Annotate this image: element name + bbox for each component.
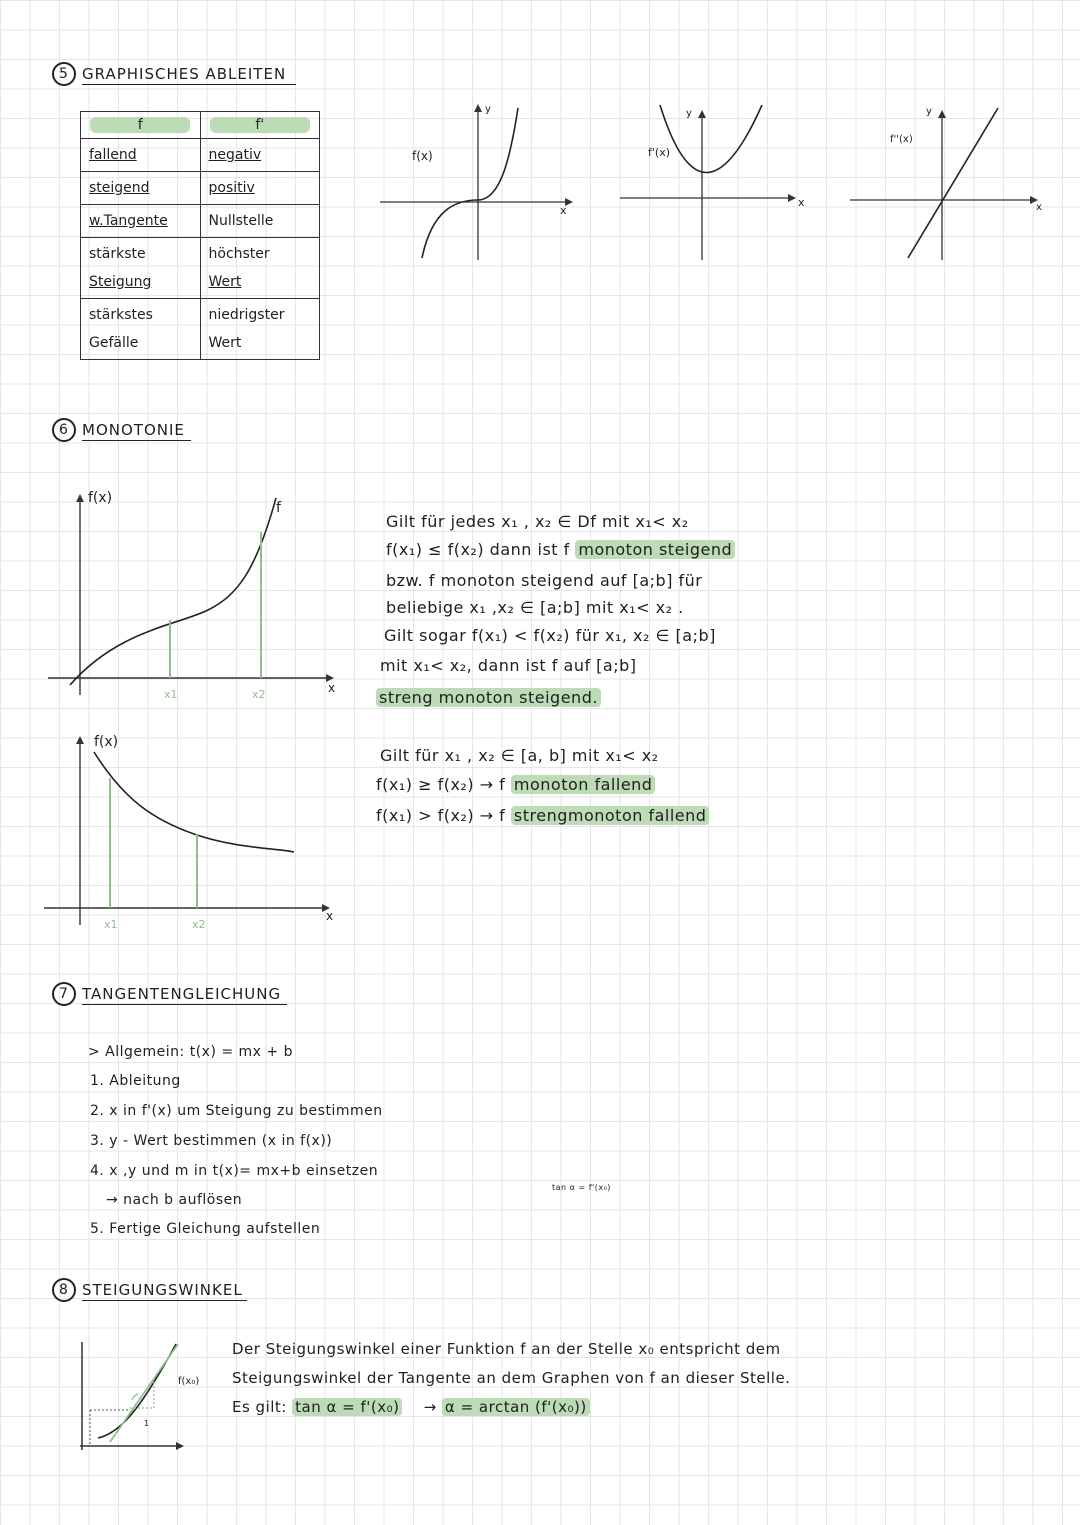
highlight: streng monoton steigend. bbox=[376, 688, 601, 707]
section-number: 5 bbox=[52, 62, 76, 86]
monotonie-text-line: mit x₁< x₂, dann ist f auf [a;b] bbox=[380, 656, 637, 675]
step-line: 1. Ableitung bbox=[90, 1073, 181, 1089]
table-row bbox=[81, 238, 320, 299]
highlight: monoton fallend bbox=[511, 775, 656, 794]
cubic-curve bbox=[422, 108, 518, 258]
x2-label: x2 bbox=[252, 688, 266, 701]
step-line: > Allgemein: t(x) = mx + b bbox=[88, 1044, 293, 1060]
x-axis-label: x bbox=[328, 681, 336, 695]
y-label: y bbox=[926, 106, 932, 117]
monotonie-text-line: beliebige x₁ ,x₂ ∈ [a;b] mit x₁< x₂ . bbox=[386, 598, 684, 617]
table-cell: niedrigster Wert bbox=[200, 299, 320, 360]
y-axis-arrow bbox=[474, 104, 482, 112]
x1-label: x1 bbox=[164, 688, 178, 701]
section-6-heading bbox=[52, 418, 191, 442]
steigungswinkel-text-line: Der Steigungswinkel einer Funktion f an der Stelle x₀ entspricht dem bbox=[232, 1340, 781, 1358]
tiny-note: tan α = f'(x₀) bbox=[552, 1183, 611, 1192]
monotonie-text-line: bzw. f monoton steigend auf [a;b] für bbox=[386, 571, 703, 590]
section-number: 6 bbox=[52, 418, 76, 442]
table-cell: fallend bbox=[81, 139, 201, 172]
table-cell: stärkste Steigung bbox=[81, 238, 201, 299]
table-cell: stärkstes Gefälle bbox=[81, 299, 201, 360]
y-axis-arrow bbox=[938, 110, 946, 118]
x-label: x bbox=[560, 204, 567, 217]
graph-label: f''(x) bbox=[890, 134, 913, 145]
graph-f-prime-parabola bbox=[620, 100, 810, 270]
highlight: strengmonoton fallend bbox=[511, 806, 710, 825]
highlight: monoton steigend bbox=[575, 540, 735, 559]
section-title: TANGENTENGLEICHUNG bbox=[82, 985, 287, 1005]
y-axis-label: f(x) bbox=[94, 734, 119, 750]
header-f: f bbox=[81, 112, 201, 139]
x-axis-arrow bbox=[788, 194, 796, 202]
y-axis-label: f(x) bbox=[88, 490, 113, 506]
y-axis-arrow bbox=[76, 736, 84, 744]
monotonie-text-line: Gilt für x₁ , x₂ ∈ [a, b] mit x₁< x₂ bbox=[380, 746, 659, 765]
steigungswinkel-text-line: Steigungswinkel der Tangente an dem Graphen von f an dieser Stelle. bbox=[232, 1369, 791, 1387]
table-cell: steigend bbox=[81, 172, 201, 205]
step-line: 3. y - Wert bestimmen (x in f(x)) bbox=[90, 1133, 333, 1149]
unit-label: 1 bbox=[144, 1419, 150, 1428]
x-axis-label: x bbox=[326, 909, 334, 923]
table-cell: w.Tangente bbox=[81, 205, 201, 238]
section-title: GRAPHISCHES ABLEITEN bbox=[82, 65, 296, 85]
x-label: x bbox=[1036, 202, 1042, 213]
table-row bbox=[81, 299, 320, 360]
x2-label: x2 bbox=[192, 918, 206, 931]
table-row bbox=[81, 205, 320, 238]
monotonie-text-line bbox=[376, 688, 601, 707]
increasing-curve bbox=[70, 498, 276, 685]
angle-arc bbox=[132, 1394, 138, 1400]
table-row bbox=[81, 139, 320, 172]
step-line: → nach b auflösen bbox=[106, 1192, 243, 1208]
header-fprime: f' bbox=[200, 112, 320, 139]
section-number: 8 bbox=[52, 1278, 76, 1302]
table-header-row bbox=[81, 112, 320, 139]
steigungswinkel-text-line: Es gilt: tan α = f'(x₀) → α = arctan (f'(x₀)) bbox=[232, 1398, 590, 1416]
graph-label: f'(x) bbox=[648, 146, 670, 159]
monotone-increasing-graph bbox=[48, 480, 348, 710]
linear-curve bbox=[908, 108, 998, 258]
section-title: MONOTONIE bbox=[82, 421, 191, 441]
monotonie-text-line: Gilt sogar f(x₁) < f(x₂) für x₁, x₂ ∈ [a;b] bbox=[384, 626, 716, 645]
table-cell: Nullstelle bbox=[200, 205, 320, 238]
slope-angle-graph bbox=[70, 1338, 240, 1468]
parabola-curve bbox=[660, 105, 762, 173]
function-curve bbox=[98, 1344, 176, 1438]
monotonie-text-line: Gilt für jedes x₁ , x₂ ∈ Df mit x₁< x₂ bbox=[386, 512, 689, 531]
section-7-heading bbox=[52, 982, 287, 1006]
x-axis-arrow bbox=[176, 1442, 184, 1450]
step-line: 5. Fertige Gleichung aufstellen bbox=[90, 1221, 321, 1237]
monotonie-text-line: f(x₁) ≤ f(x₂) dann ist f monoton steigend bbox=[386, 540, 735, 559]
graph-label: f(x) bbox=[412, 149, 433, 163]
graph-f-cubic bbox=[380, 100, 590, 270]
step-line: 2. x in f'(x) um Steigung zu bestimmen bbox=[90, 1103, 383, 1119]
x1-label: x1 bbox=[104, 918, 118, 931]
curve-label: f bbox=[276, 500, 281, 516]
section-title: STEIGUNGSWINKEL bbox=[82, 1281, 247, 1301]
step-line: 4. x ,y und m in t(x)= mx+b einsetzen bbox=[90, 1163, 379, 1179]
section-number: 7 bbox=[52, 982, 76, 1006]
derivative-table bbox=[80, 111, 320, 360]
table-row bbox=[81, 172, 320, 205]
highlight: tan α = f'(x₀) bbox=[292, 1398, 402, 1416]
monotonie-text-line: f(x₁) ≥ f(x₂) → f monoton fallend bbox=[376, 775, 655, 794]
y-axis-arrow bbox=[698, 110, 706, 118]
monotonie-text-line: f(x₁) > f(x₂) → f strengmonoton fallend bbox=[376, 806, 709, 825]
decreasing-curve bbox=[94, 752, 294, 852]
section-8-heading bbox=[52, 1278, 247, 1302]
y-label: y bbox=[485, 104, 491, 115]
fx0-label: f(x₀) bbox=[178, 1376, 200, 1387]
highlight: α = arctan (f'(x₀)) bbox=[442, 1398, 590, 1416]
table-cell: negativ bbox=[200, 139, 320, 172]
table-cell: höchster Wert bbox=[200, 238, 320, 299]
y-axis-arrow bbox=[76, 494, 84, 502]
x-label: x bbox=[798, 196, 805, 209]
graph-f-second-line bbox=[850, 100, 1050, 270]
y-label: y bbox=[686, 108, 692, 119]
section-5-heading bbox=[52, 62, 296, 86]
table-cell: positiv bbox=[200, 172, 320, 205]
monotone-decreasing-graph bbox=[44, 730, 344, 940]
